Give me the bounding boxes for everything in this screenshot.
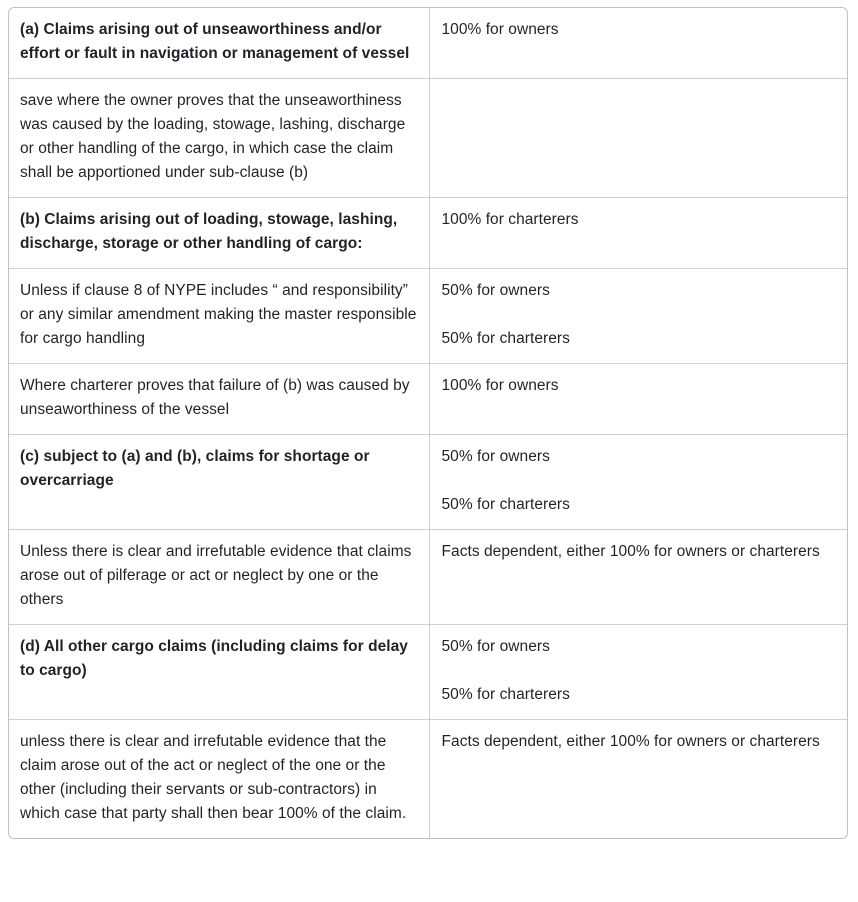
apportionment-line: 50% for charterers bbox=[441, 686, 570, 703]
apportionment-cell bbox=[429, 530, 848, 625]
claim-cell: save where the owner proves that the unseaworthiness was caused by the loading, stowage, lashing, discharge or other handling of the cargo, in which case the claim shall be apportioned under sub-clause (b) bbox=[9, 79, 429, 198]
apportionment-line: 50% for owners bbox=[441, 282, 550, 299]
claim-cell: (b) Claims arising out of loading, stowage, lashing, discharge, storage or other handling of cargo: bbox=[9, 198, 429, 269]
table-row bbox=[9, 720, 848, 839]
apportionment-cell bbox=[429, 435, 848, 530]
apportionment-cell bbox=[429, 8, 848, 79]
apportionment-line: 100% for owners bbox=[441, 21, 559, 38]
apportionment-cell bbox=[429, 79, 848, 198]
claim-cell: (a) Claims arising out of unseaworthiness and/or effort or fault in navigation or management of vessel bbox=[9, 8, 429, 79]
table-row bbox=[9, 530, 848, 625]
table-row bbox=[9, 435, 848, 530]
apportionment-line: 50% for owners bbox=[441, 448, 550, 465]
apportionment-table bbox=[9, 8, 848, 838]
apportionment-line: Facts dependent, either 100% for owners or charterers bbox=[441, 733, 820, 750]
apportionment-cell bbox=[429, 625, 848, 720]
table-row bbox=[9, 198, 848, 269]
apportionment-cell bbox=[429, 720, 848, 839]
apportionment-line: Facts dependent, either 100% for owners or charterers bbox=[441, 543, 820, 560]
apportionment-line: 100% for charterers bbox=[441, 211, 579, 228]
table-row bbox=[9, 269, 848, 364]
table-row bbox=[9, 625, 848, 720]
claim-cell: Where charterer proves that failure of (b) was caused by unseaworthiness of the vessel bbox=[9, 364, 429, 435]
table-row bbox=[9, 364, 848, 435]
claim-cell: (d) All other cargo claims (including claims for delay to cargo) bbox=[9, 625, 429, 720]
apportionment-line: 50% for owners bbox=[441, 638, 550, 655]
claim-cell: unless there is clear and irrefutable evidence that the claim arose out of the act or neglect of the one or the other (including their servants or sub-contractors) in which case that party shall then bear 100% of the claim. bbox=[9, 720, 429, 839]
claim-cell: Unless if clause 8 of NYPE includes “ and responsibility” or any similar amendment making the master responsible for cargo handling bbox=[9, 269, 429, 364]
apportionment-cell bbox=[429, 198, 848, 269]
apportionment-line: 50% for charterers bbox=[441, 330, 570, 347]
claim-cell: Unless there is clear and irrefutable evidence that claims arose out of pilferage or act or neglect by one or the others bbox=[9, 530, 429, 625]
claim-cell: (c) subject to (a) and (b), claims for shortage or overcarriage bbox=[9, 435, 429, 530]
table-row bbox=[9, 8, 848, 79]
apportionment-line: 100% for owners bbox=[441, 377, 559, 394]
apportionment-table-container bbox=[8, 7, 848, 839]
apportionment-line: 50% for charterers bbox=[441, 496, 570, 513]
apportionment-cell bbox=[429, 364, 848, 435]
apportionment-cell bbox=[429, 269, 848, 364]
table-row bbox=[9, 79, 848, 198]
